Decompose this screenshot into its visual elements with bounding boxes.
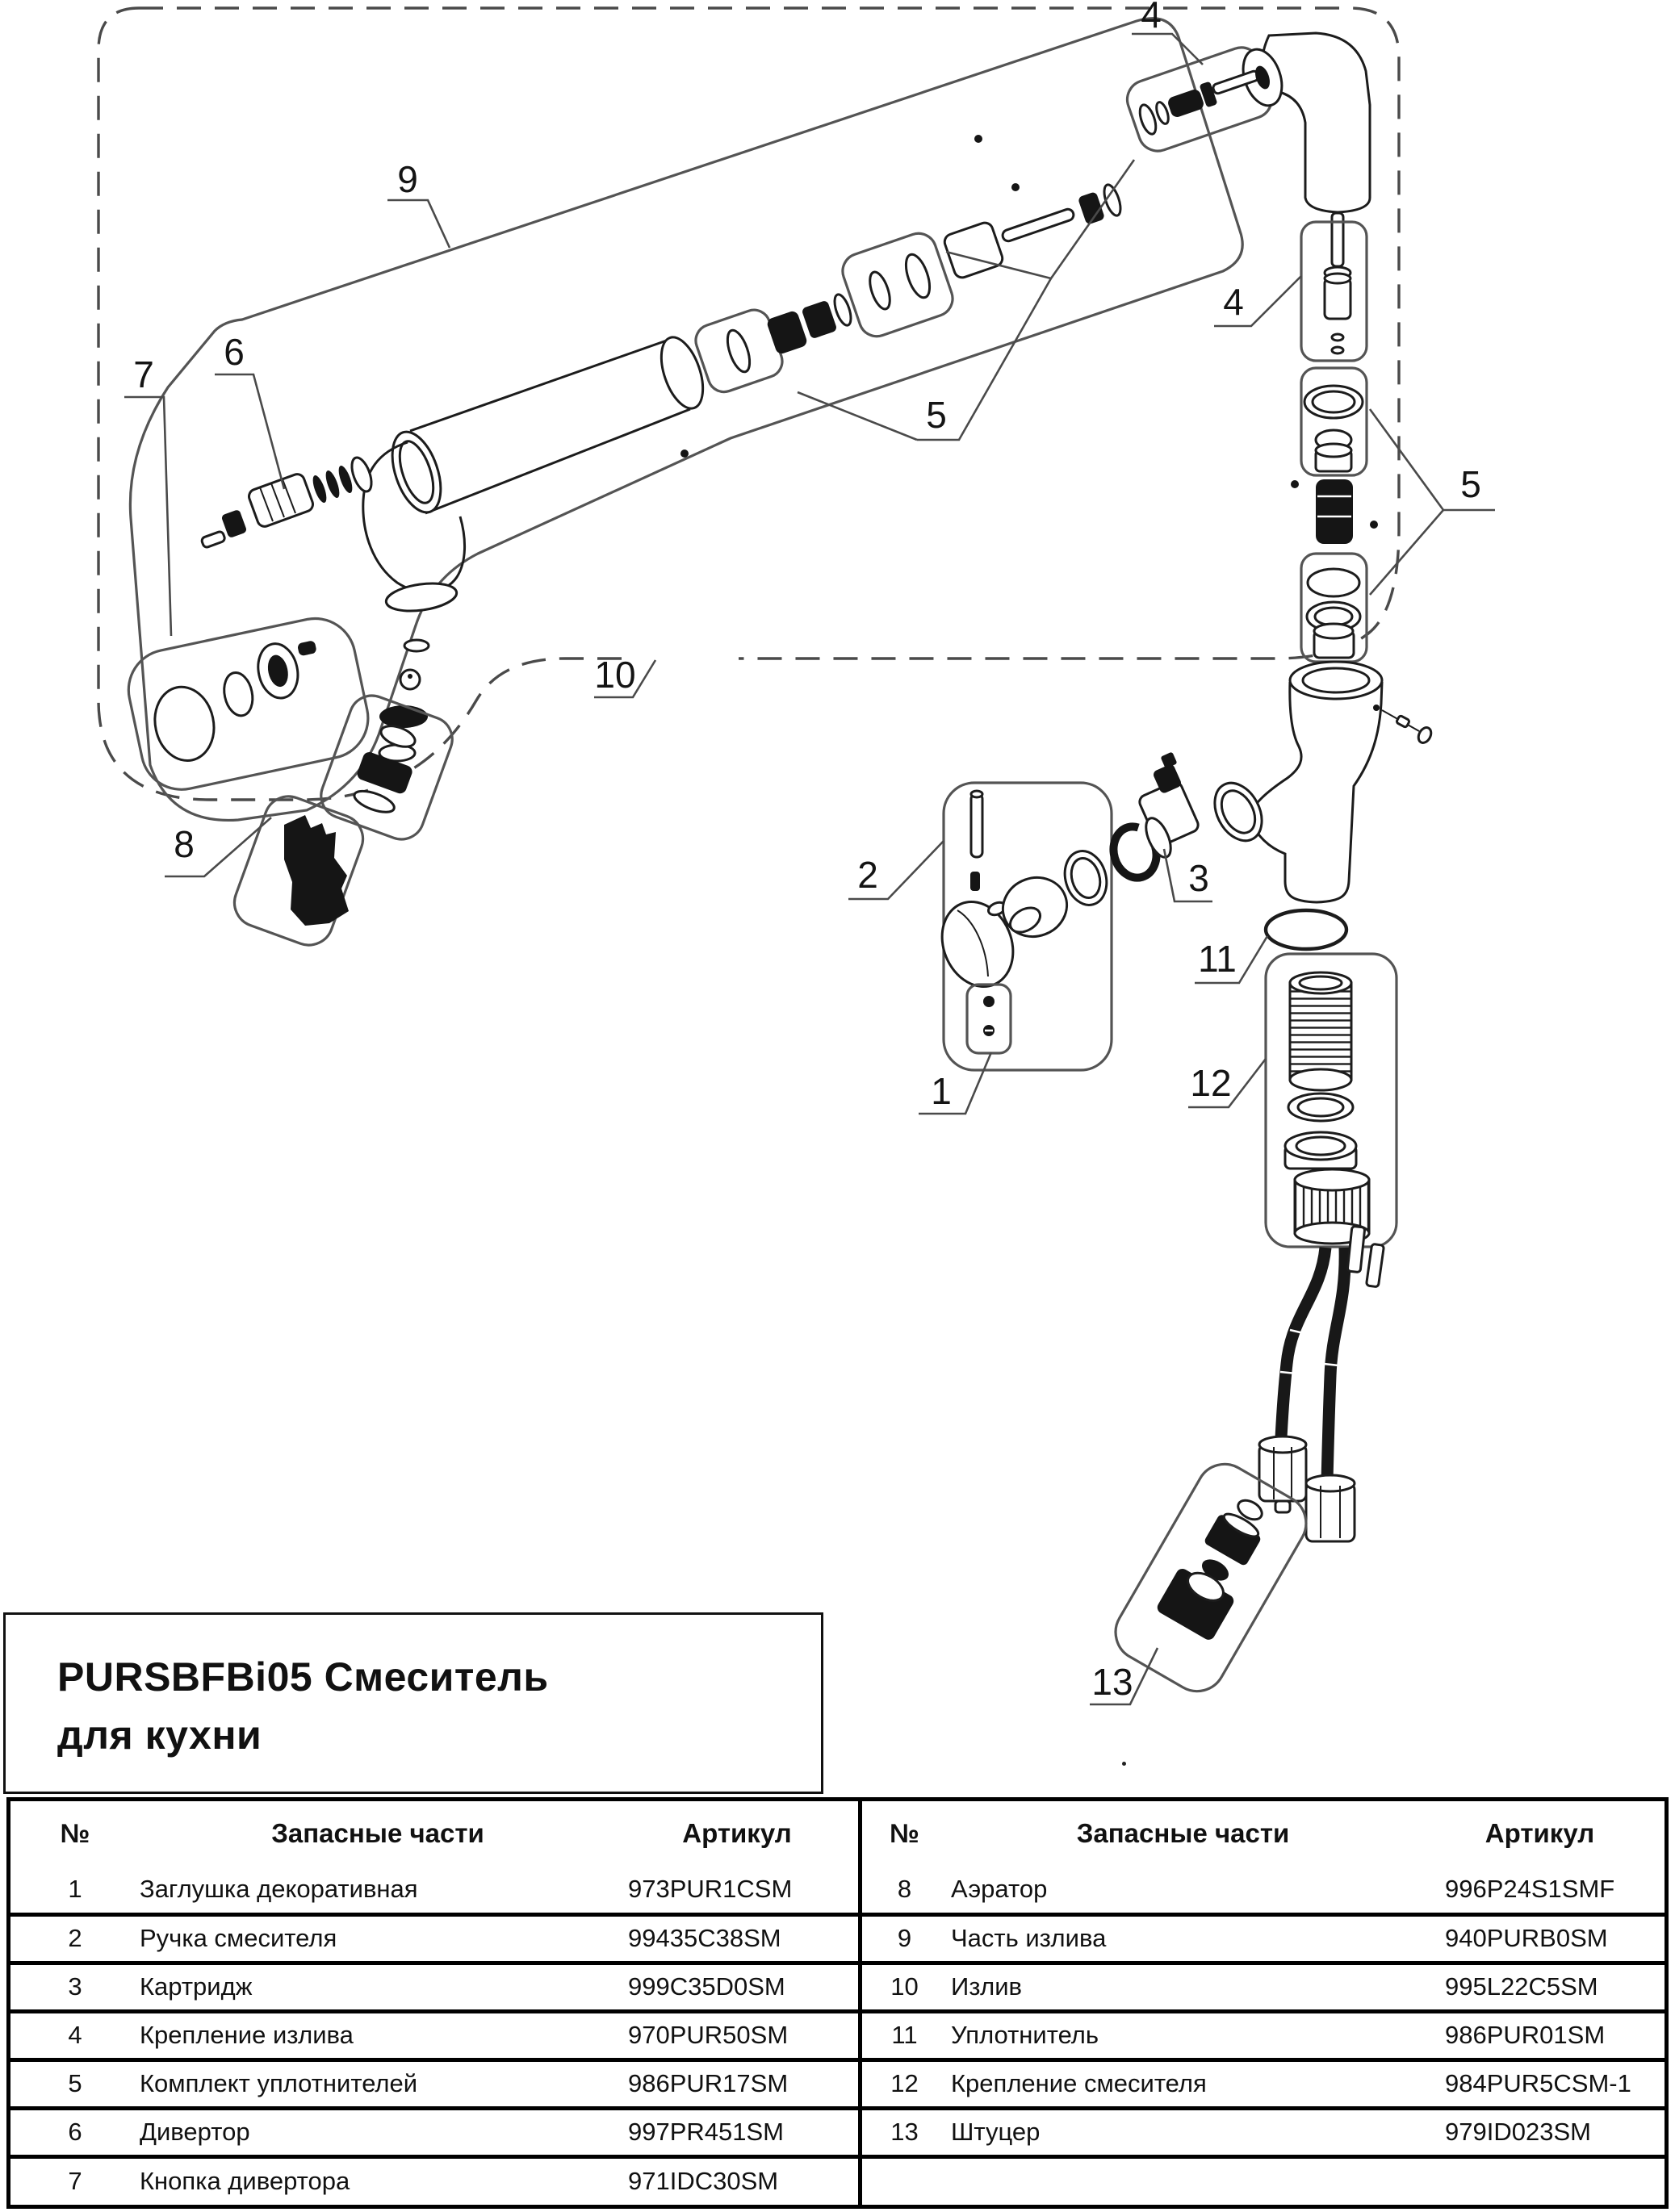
cell-num: 13 [858, 2108, 951, 2156]
table-row [10, 2156, 858, 2205]
table-row [10, 2011, 858, 2059]
cell-num: 12 [858, 2059, 951, 2108]
table-row [858, 2059, 1665, 2108]
cell-article: 973PUR1CSM [616, 1866, 858, 1914]
table-row [10, 2059, 858, 2108]
callout-5-right [1370, 409, 1495, 595]
cell-article: 979ID023SM [1415, 2108, 1665, 2156]
col-header-parts: Запасные части [271, 1818, 484, 1848]
svg-text:8: 8 [174, 823, 195, 865]
col-header-num: № [890, 1818, 919, 1848]
aerator-box [228, 790, 370, 952]
seal-ring-11 [1266, 910, 1346, 949]
cell-article: 970PUR50SM [616, 2011, 858, 2059]
cell-name: Кнопка дивертора [140, 2167, 350, 2196]
cell-article: 971IDC30SM [628, 2167, 779, 2196]
cell-num: 9 [858, 1914, 951, 1963]
table-row [10, 1963, 858, 2011]
seal-box-right-2 [1301, 554, 1367, 662]
cell-num: 11 [858, 2011, 951, 2059]
table-header-row [858, 1801, 1665, 1866]
cell-name: Часть излива [951, 1914, 1415, 1963]
spout-connector [943, 182, 1124, 279]
svg-text:4: 4 [1223, 281, 1244, 323]
cell-article: 996P24S1SMF [1415, 1866, 1665, 1914]
cell-name: Ручка смесителя [140, 1914, 616, 1963]
parts-table-right [858, 1801, 1665, 2205]
table-row [10, 1914, 858, 1963]
cell-num: 6 [10, 2108, 140, 2156]
callout-13 [1090, 1648, 1158, 1704]
cell-name: Комплект уплотнителей [140, 2059, 616, 2108]
cell-num: 1 [10, 1866, 140, 1914]
cell-name: Уплотнитель [951, 2011, 1415, 2059]
quick-connector [1291, 479, 1378, 544]
svg-text:10: 10 [594, 654, 636, 696]
cell-article: 986PUR01SM [1415, 2011, 1665, 2059]
cell-name: Картридж [140, 1963, 616, 2011]
mounting-box [1266, 954, 1397, 1247]
cell-num [858, 2156, 951, 2205]
callout-9 [387, 158, 450, 248]
table-row [858, 1866, 1665, 1914]
callout-4-top [1132, 0, 1203, 65]
cell-num: 5 [10, 2059, 140, 2108]
spout-part-outline [130, 19, 1242, 821]
cell-name: Заглушка декоративная [140, 1866, 616, 1914]
stray-dot [1122, 1762, 1126, 1766]
cell-article: 995L22C5SM [1415, 1963, 1665, 2011]
seal-box-b [838, 228, 957, 341]
table-row [858, 1914, 1665, 1963]
cell-article: 99435C38SM [616, 1914, 858, 1963]
cell-name [951, 2156, 1415, 2205]
svg-text:2: 2 [857, 854, 878, 896]
screw-box [967, 985, 1011, 1053]
svg-text:13: 13 [1091, 1661, 1133, 1703]
col-header-article: Артикул [682, 1818, 792, 1848]
hose-nut-left [1259, 1436, 1306, 1512]
cell-num: 8 [858, 1866, 951, 1914]
parts-tables [6, 1797, 1669, 2209]
table-row [10, 1866, 858, 1914]
svg-text:7: 7 [133, 353, 154, 395]
cell-name: Дивертор [140, 2108, 616, 2156]
spout-tube [363, 332, 711, 615]
hose-nut-right [1306, 1475, 1355, 1541]
spout-mount-box-right [1301, 213, 1367, 361]
cell-num: 4 [10, 2011, 140, 2059]
elbow-pipe [1212, 33, 1370, 212]
svg-text:9: 9 [397, 158, 418, 200]
svg-text:5: 5 [926, 394, 947, 436]
product-code-title: PURSBFBi05 Смеситель [57, 1654, 549, 1700]
cell-num: 10 [858, 1963, 951, 2011]
callout-6 [215, 331, 284, 489]
callout-3 [1164, 849, 1212, 901]
cell-article: 940PURB0SM [1415, 1914, 1665, 1963]
svg-text:6: 6 [224, 331, 245, 373]
table-divider [858, 1801, 862, 2205]
col-header-article: Артикул [1484, 1818, 1595, 1848]
table-row [858, 2108, 1665, 2156]
faucet-body [1205, 662, 1434, 902]
cell-name: Крепление излива [140, 2011, 616, 2059]
table-row [858, 2011, 1665, 2059]
table-header-row [10, 1801, 858, 1866]
callout-4-right [1214, 276, 1301, 326]
cell-article: 999C35D0SM [616, 1963, 858, 2011]
cell-name: Крепление смесителя [951, 2059, 1415, 2108]
cell-num: 2 [10, 1914, 140, 1963]
callout-2 [848, 841, 944, 899]
seal-box-right-1 [1301, 368, 1367, 475]
callout-8 [165, 817, 271, 876]
diverter [201, 455, 375, 548]
svg-text:4: 4 [1141, 0, 1162, 36]
cell-name: Излив [951, 1963, 1415, 2011]
cell-num: 7 [68, 2167, 82, 2196]
svg-text:5: 5 [1460, 463, 1481, 505]
table-row [10, 2108, 858, 2156]
svg-text:3: 3 [1188, 857, 1209, 899]
cell-article: 997PR451SM [616, 2108, 858, 2156]
callout-11 [1195, 936, 1267, 983]
svg-text:11: 11 [1198, 938, 1237, 980]
svg-text:1: 1 [931, 1070, 952, 1112]
cell-article [1415, 2156, 1665, 2205]
title-block [3, 1612, 823, 1794]
cartridge [1137, 751, 1200, 860]
cell-name: Аэратор [951, 1866, 1415, 1914]
parts-table-left [10, 1801, 858, 2205]
callout-10 [594, 654, 655, 697]
cell-article: 984PUR5CSM-1 [1415, 2059, 1665, 2108]
diverter-button-box [121, 611, 375, 797]
cell-num: 3 [10, 1963, 140, 2011]
col-header-parts: Запасные части [1076, 1818, 1290, 1848]
table-row-empty [858, 2156, 1665, 2205]
col-header-num: № [60, 1818, 90, 1848]
product-title-line2: для кухни [57, 1712, 262, 1758]
callout-12 [1188, 1059, 1266, 1107]
cell-article: 986PUR17SM [616, 2059, 858, 2108]
svg-text:12: 12 [1190, 1062, 1232, 1104]
cell-name: Штуцер [951, 2108, 1415, 2156]
table-row [858, 1963, 1665, 2011]
handle-parts [995, 751, 1200, 945]
supply-hoses [1259, 1226, 1384, 1541]
